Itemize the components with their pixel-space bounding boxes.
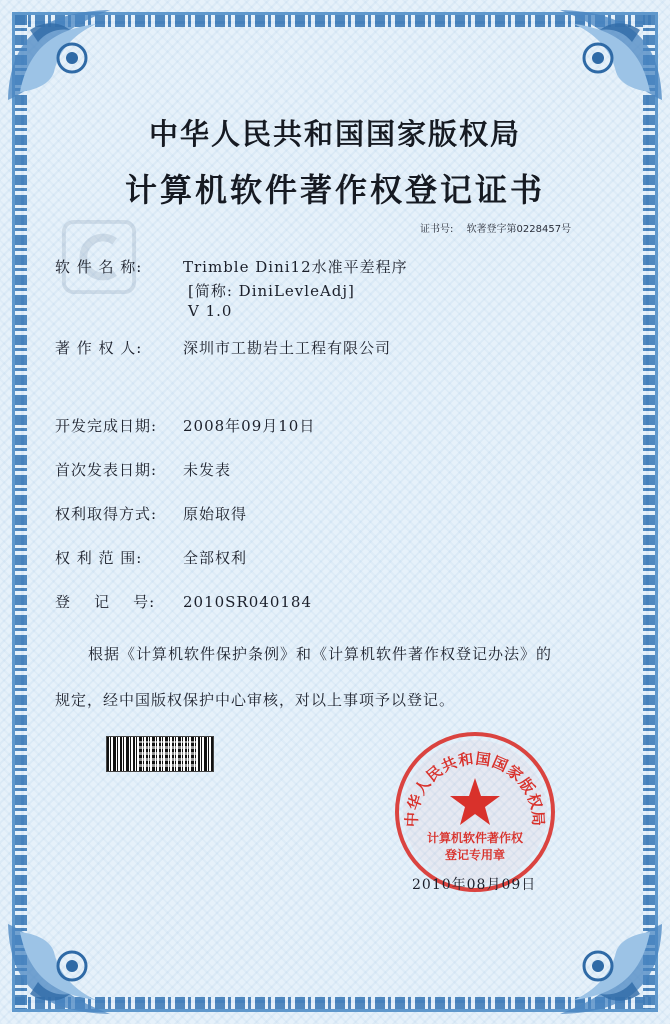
official-seal [393,730,557,894]
certificate-number [420,220,571,235]
dev-date-row [55,415,315,436]
software-alias: [简称: DiniLevleAdj] [188,282,355,300]
seal-line-1: 计算机软件著作权 [426,831,524,845]
software-name-label: 软 件 名 称: [55,258,143,276]
scope-row [55,547,247,568]
owner-label: 著 作 权 人: [55,339,143,357]
corner-ornament-bottom-right [520,914,670,1024]
corner-ornament-top-left [0,0,150,110]
reg-number-value: 2010SR040184 [183,593,313,611]
certificate-title: 计算机软件著作权登记证书 [124,171,545,209]
software-name-row [55,256,408,277]
acquire-label: 权利取得方式: [55,505,158,523]
owner-value: 深圳市工勘岩土工程有限公司 [183,339,392,357]
dev-date-value: 2008年09月10日 [183,417,316,435]
certificate-number-value: 软著登字第0228457号 [466,224,572,235]
issue-date: 2010年08月09日 [412,877,537,893]
legal-statement-line-2: 规定，经中国版权保护中心审核，对以上事项予以登记。 [55,691,456,709]
software-name-value: Trimble Dini12水准平差程序 [183,258,408,276]
scope-label: 权 利 范 围: [55,549,143,567]
reg-number-label: 登 记 号: [55,593,156,611]
scope-value: 全部权利 [183,549,248,567]
issuer-title: 中华人民共和国国家版权局 [148,117,521,151]
corner-ornament-top-right [520,0,670,110]
acquire-value: 原始取得 [183,505,248,523]
certificate-number-label: 证书号: [420,224,454,235]
seal-ring-text: 中华人民共和国国家版权局 [402,749,548,828]
legal-statement-line-1: 根据《计算机软件保护条例》和《计算机软件著作权登记办法》的 [88,645,553,663]
corner-ornament-bottom-left [0,914,150,1024]
owner-row [55,337,391,358]
acquire-row [55,503,247,524]
barcode [106,736,214,772]
dev-date-label: 开发完成日期: [55,417,158,435]
publish-date-label: 首次发表日期: [55,461,158,479]
seal-line-2: 登记专用章 [444,848,506,862]
reg-number-row [55,591,312,612]
publish-date-row [55,459,231,480]
publish-date-value: 未发表 [183,461,232,479]
software-version: V 1.0 [188,302,233,320]
